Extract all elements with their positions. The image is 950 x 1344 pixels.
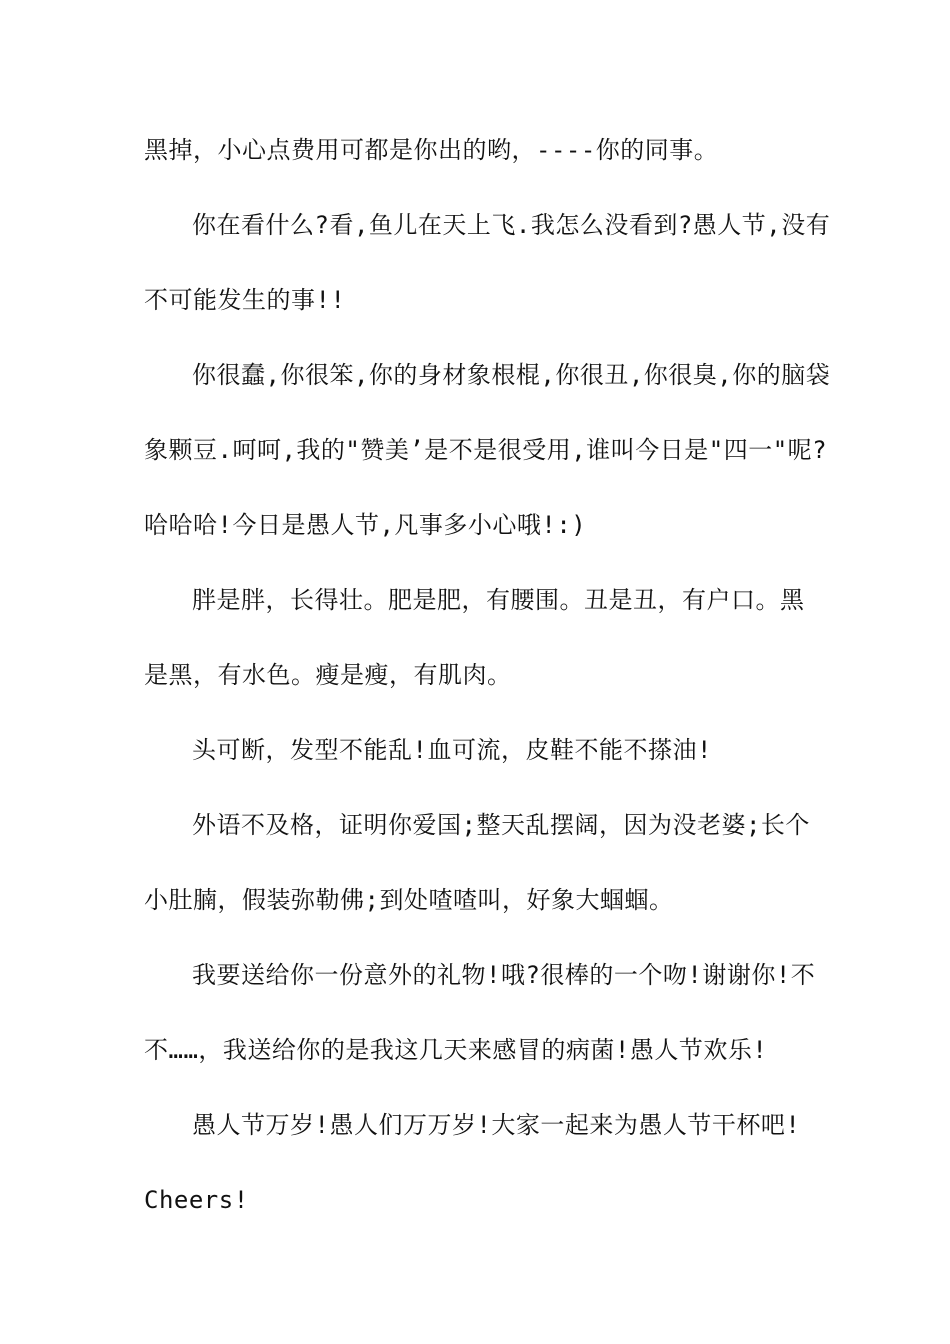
text-line-8: 是黑，有水色。瘦是瘦，有肌肉。 <box>144 661 512 689</box>
text-line-1: 黑掉，小心点费用可都是你出的哟，----你的同事。 <box>144 136 719 164</box>
text-line-13: 不……，我送给你的是我这几天来感冒的病菌!愚人节欢乐! <box>144 1036 768 1064</box>
text-line-12: 我要送给你一份意外的礼物!哦?很棒的一个吻!谢谢你!不 <box>192 961 816 989</box>
text-line-2: 你在看什么?看,鱼儿在天上飞.我怎么没看到?愚人节,没有 <box>192 211 831 239</box>
text-line-15: Cheers! <box>144 1186 249 1214</box>
text-line-14: 愚人节万岁!愚人们万万岁!大家一起来为愚人节干杯吧! <box>192 1111 801 1139</box>
text-line-7: 胖是胖，长得壮。肥是肥，有腰围。丑是丑，有户口。黑 <box>192 586 805 614</box>
text-line-5: 象颗豆.呵呵,我的"赞美’是不是很受用,谁叫今日是"四一"呢? <box>144 436 828 464</box>
text-line-11: 小肚腩，假装弥勒佛;到处喳喳叫，好象大蝈蝈。 <box>144 886 674 914</box>
text-line-10: 外语不及格，证明你爱国;整天乱摆阔，因为没老婆;长个 <box>192 811 810 839</box>
text-line-6: 哈哈哈!今日是愚人节,凡事多小心哦!:) <box>144 511 587 539</box>
text-line-3: 不可能发生的事!! <box>144 286 346 314</box>
text-line-9: 头可断，发型不能乱!血可流，皮鞋不能不搽油! <box>192 736 712 764</box>
text-line-4: 你很蠢,你很笨,你的身材象根棍,你很丑,你很臭,你的脑袋 <box>192 361 831 389</box>
